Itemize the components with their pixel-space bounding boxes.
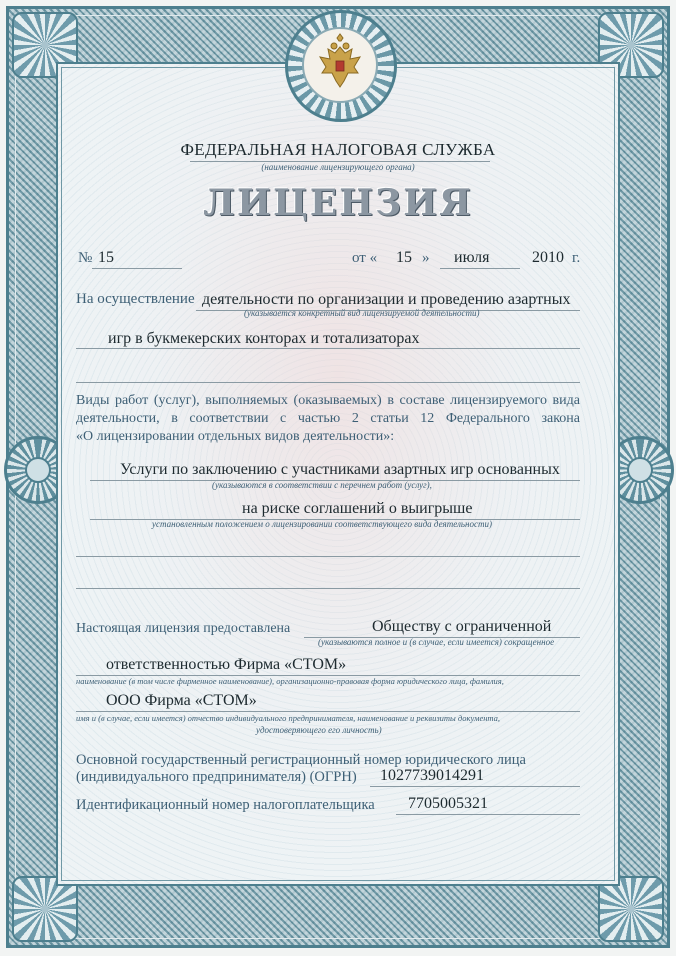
licensee-value-line2: ответственностью Фирма «СТОМ» <box>106 656 347 673</box>
licensee-caption3a: имя и (в случае, если имеется) отчество индивидуального предпринимателя, наименование и реквизиты документа, <box>76 713 501 723</box>
works-intro-line2: деятельности, в соответствии с частью 2 статьи 12 Федерального закона <box>76 411 580 426</box>
number-prefix: № <box>78 250 93 266</box>
activity-label: На осуществление <box>76 291 195 307</box>
activity-caption: (указывается конкретный вид лицензируемой деятельности) <box>244 308 480 318</box>
works-intro-line3: «О лицензировании отдельных видов деятельности»: <box>76 429 395 444</box>
issuing-authority: ФЕДЕРАЛЬНАЯ НАЛОГОВАЯ СЛУЖБА <box>180 140 496 159</box>
works-caption2: установленным положением о лицензировании соответствующего вида деятельности) <box>152 519 492 529</box>
works-value-line1: Услуги по заключению с участниками азартных игр основанных <box>120 461 560 478</box>
licensee-caption2: наименование (в том числе фирменное наименование), организационно-правовая форма юридического лица, фамилия, <box>76 676 504 686</box>
ogrn-label-line2: (индивидуального предпринимателя) (ОГРН) <box>76 769 357 785</box>
authority-caption: (наименование лицензирующего органа) <box>261 162 415 172</box>
licensee-label: Настоящая лицензия предоставлена <box>76 621 291 636</box>
licensee-value-line1: Обществу с ограниченной <box>372 618 552 635</box>
ogrn-label-line1: Основной государственный регистрационный номер юридического лица <box>76 752 526 768</box>
licensee-caption3b: удостоверяющего его личность) <box>256 725 382 735</box>
date-from-prefix: от « <box>352 250 378 266</box>
inn-value: 7705005321 <box>408 795 488 812</box>
licensee-value-line3: ООО Фирма «СТОМ» <box>106 692 257 709</box>
activity-value-line2: игр в букмекерских конторах и тотализаторах <box>108 330 420 347</box>
works-value-line2: на риске соглашений о выигрыше <box>242 500 473 517</box>
license-year: 2010 <box>532 249 564 266</box>
license-day: 15 <box>396 249 412 266</box>
year-suffix: г. <box>572 250 581 266</box>
activity-value-line1: деятельности по организации и проведению азартных <box>202 291 571 308</box>
license-month: июля <box>454 249 490 266</box>
date-day-close: » <box>422 250 430 266</box>
works-intro-line1: Виды работ (услуг), выполняемых (оказываемых) в составе лицензируемого вида <box>76 393 580 408</box>
license-number: 15 <box>98 249 114 266</box>
ogrn-value: 1027739014291 <box>380 767 484 784</box>
coat-of-arms-emblem <box>285 10 397 122</box>
document-title: ЛИЦЕНЗИЯ <box>203 182 473 224</box>
licensee-caption1: (указываются полное и (в случае, если имеется) сокращенное <box>318 637 555 647</box>
double-headed-eagle-icon <box>304 29 376 101</box>
inn-label: Идентификационный номер налогоплательщика <box>76 797 375 813</box>
works-caption1: (указываются в соответствии с перечнем работ (услуг), <box>212 480 432 490</box>
